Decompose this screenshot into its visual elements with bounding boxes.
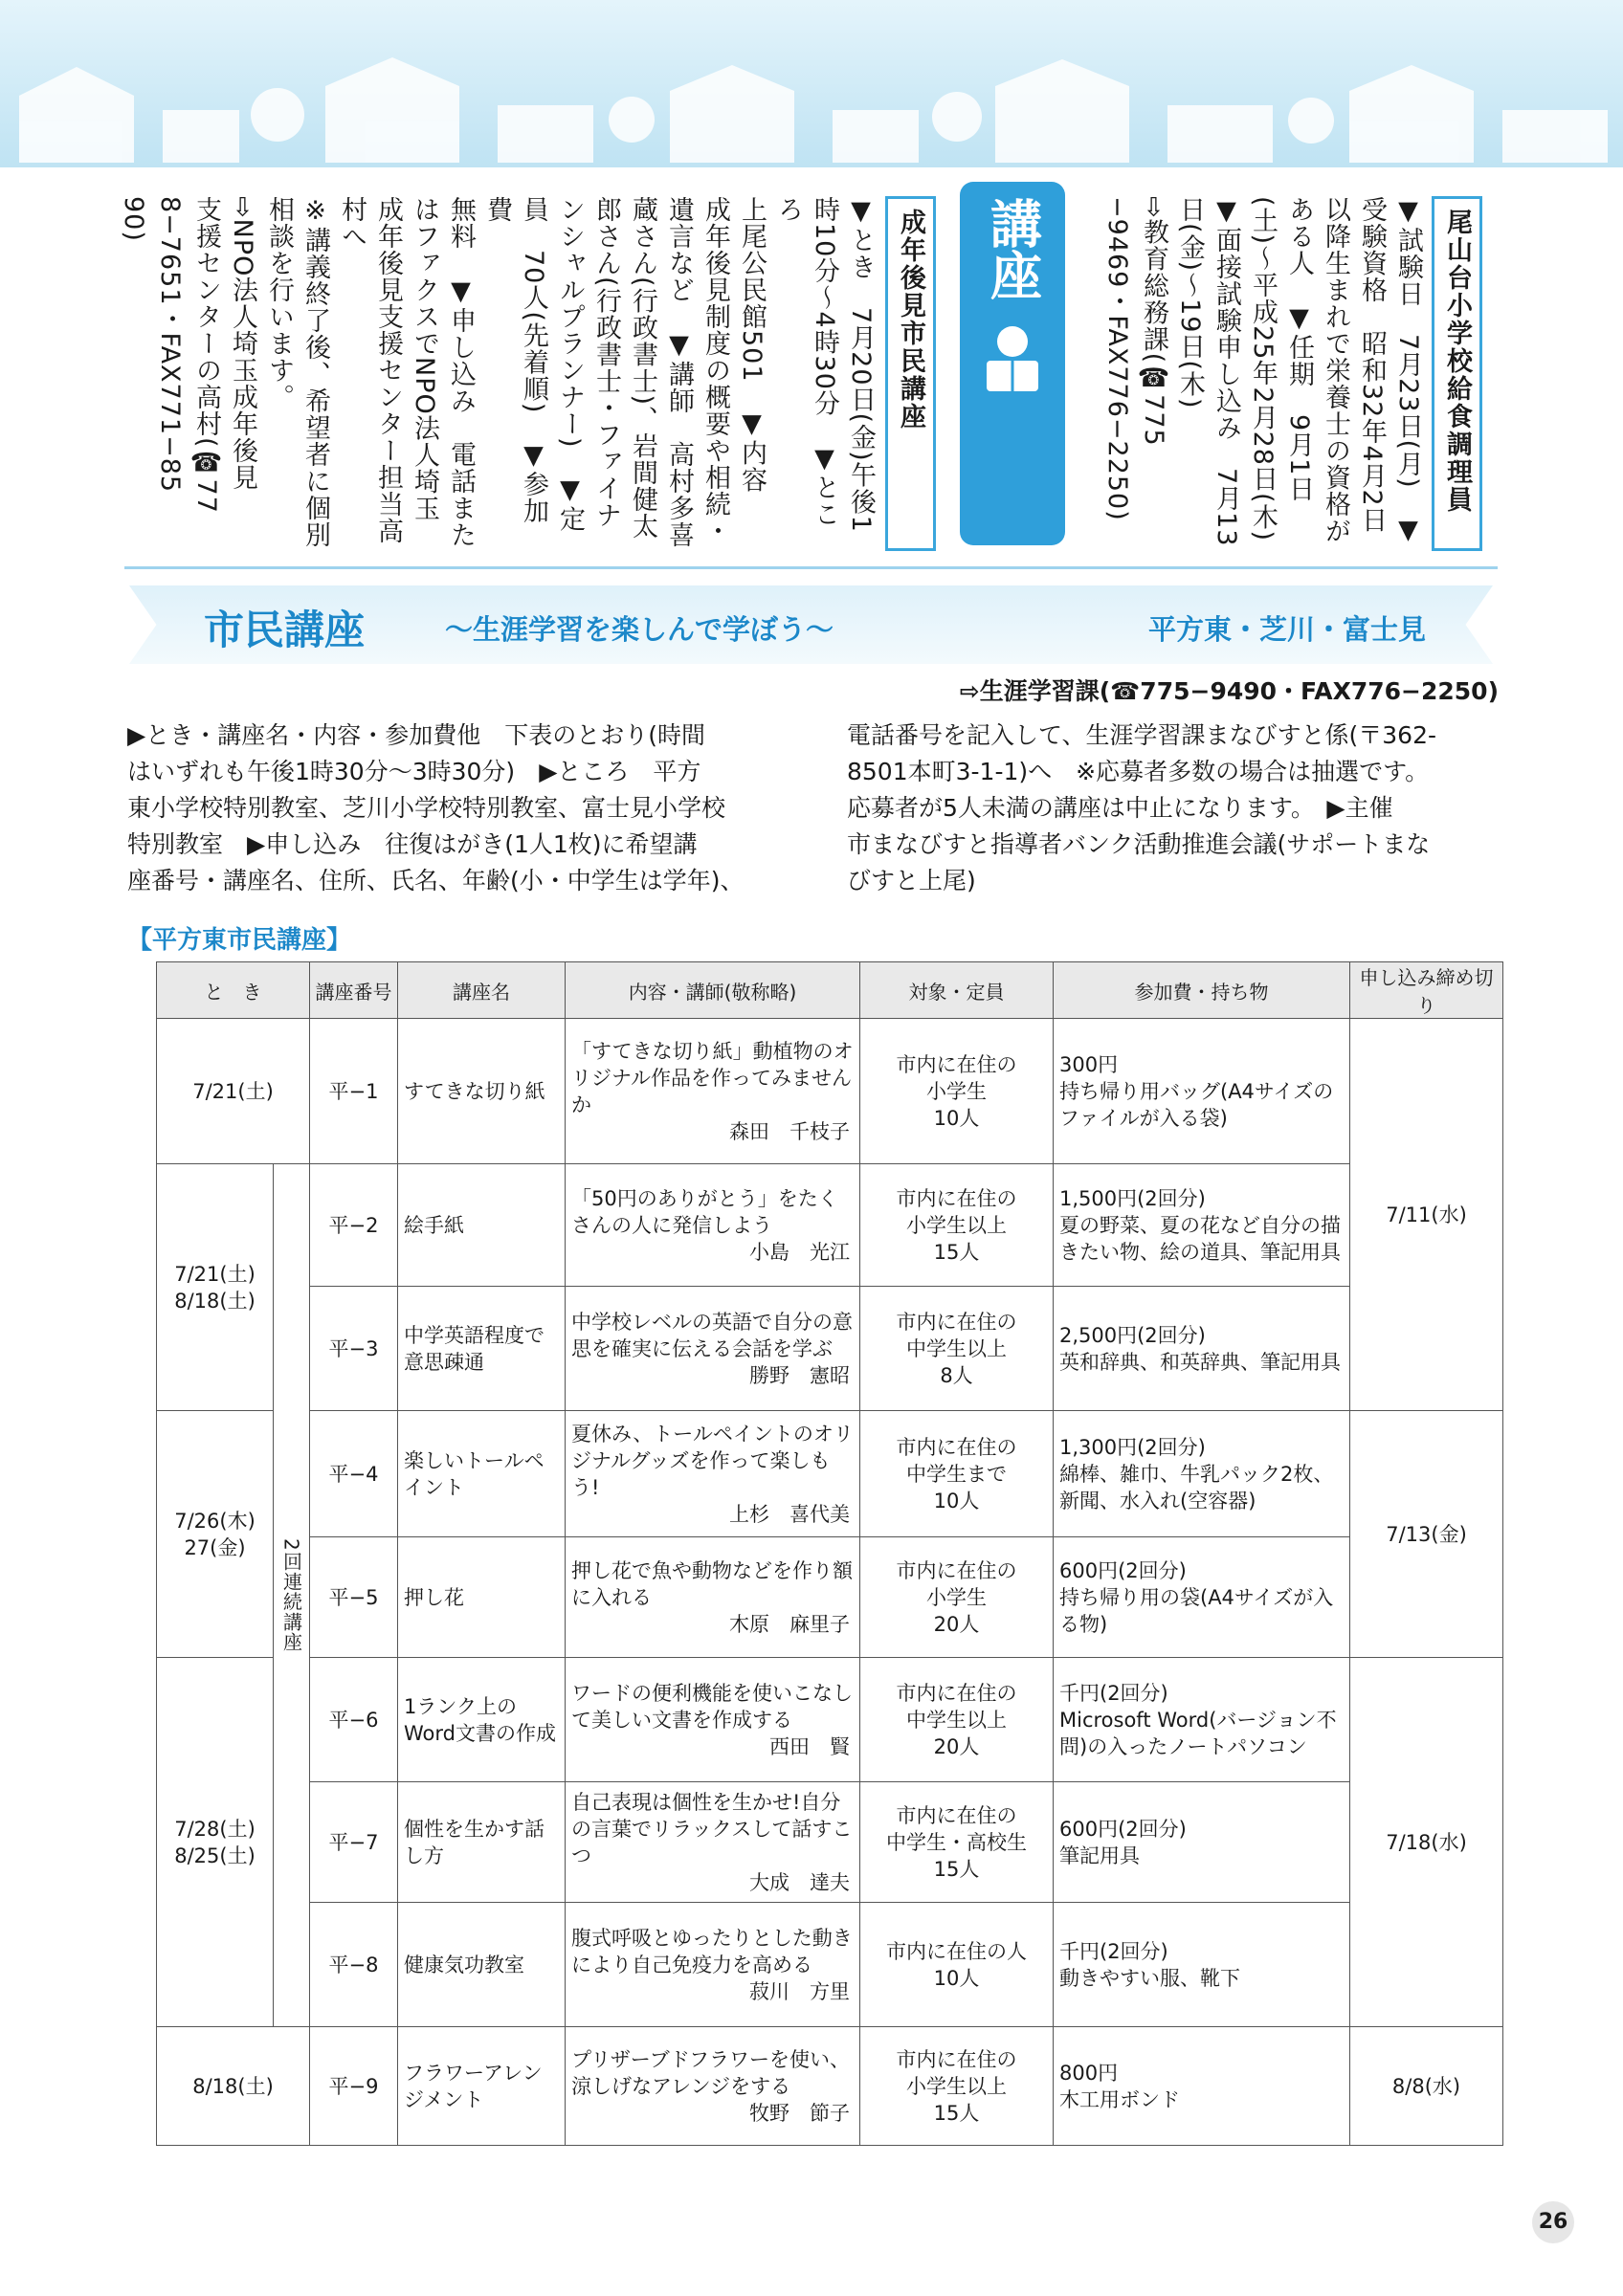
text-line: 郎さん(行政書士・ファイナ bbox=[591, 196, 621, 529]
course-number: 平−2 bbox=[310, 1164, 398, 1287]
table-row bbox=[157, 1782, 1503, 1903]
course-number: 平−5 bbox=[310, 1537, 398, 1658]
lecturer-name: 牧野 節子 bbox=[749, 2101, 850, 2125]
course-fee: 2,500円(2回分) 英和辞典、和英辞典、筆記用具 bbox=[1054, 1287, 1350, 1411]
course-content bbox=[566, 1782, 860, 1903]
date-cell: 7/28(土) 8/25(土) bbox=[157, 1658, 274, 2027]
text-line: 東小学校特別教室、芝川小学校特別教室、富士見小学校 bbox=[127, 794, 726, 822]
text-line: 無料 ▼申し込み 電話また bbox=[446, 196, 476, 548]
reading-person-icon bbox=[979, 320, 1046, 397]
banner-areas: 平方東・芝川・富士見 bbox=[1147, 613, 1426, 646]
content-text: 「50円のありがとう」をたくさんの人に発信しよう bbox=[571, 1186, 838, 1237]
text-line: ⇨NPO法人埼玉成年後見 bbox=[228, 196, 257, 492]
table-row bbox=[157, 2027, 1503, 2146]
course-number: 平−7 bbox=[310, 1782, 398, 1903]
lecturer-name: 小島 光江 bbox=[749, 1240, 850, 1264]
table-row bbox=[157, 1019, 1503, 1164]
info-paragraph-right bbox=[847, 718, 1507, 899]
text-line: 8−7651・FAX771−85 bbox=[155, 196, 185, 494]
content-text: 中学校レベルの英語で自分の意思を確実に伝える会話を学ぶ bbox=[571, 1310, 853, 1360]
course-fee: 300円 持ち帰り用バッグ(A4サイズのファイルが入る袋) bbox=[1054, 1019, 1350, 1164]
text-line: 村へ bbox=[337, 196, 367, 250]
adult-guardian-title: 成年後見市民講座 bbox=[885, 196, 936, 551]
lecturer-name: 上杉 喜代美 bbox=[729, 1502, 850, 1526]
course-name: 健康気功教室 bbox=[398, 1903, 566, 2027]
divider bbox=[124, 566, 1498, 569]
course-content bbox=[566, 1537, 860, 1658]
text-line: ンシャルプランナー) ▼定 bbox=[555, 196, 585, 533]
adult-guardian-details bbox=[119, 196, 878, 550]
course-number: 平−8 bbox=[310, 1903, 398, 2027]
date-cell: 8/18(土) bbox=[157, 2027, 310, 2146]
date-cell: 7/21(土) bbox=[157, 1019, 310, 1164]
contact-info: ⇨生涯学習課(☎775−9490・FAX776−2250) bbox=[959, 677, 1499, 705]
text-line: 時10分～4時30分 ▼ところ bbox=[773, 196, 839, 528]
header-deadline: 申し込み締め切り bbox=[1350, 962, 1503, 1019]
text-line: −9469・FAX776−2250) bbox=[1102, 196, 1132, 521]
course-number: 平−4 bbox=[310, 1411, 398, 1537]
table-row bbox=[157, 1164, 1503, 1287]
text-line: ある人 ▼任期 9月1日 bbox=[1284, 196, 1314, 503]
text-line: ▼試験日 7月23日(月) ▼ bbox=[1393, 196, 1423, 546]
text-line: ▶とき・講座名・内容・参加費他 下表のとおり(時間 bbox=[127, 721, 705, 749]
job-announcement bbox=[1081, 196, 1426, 550]
section-label: 【平方東市民講座】 bbox=[127, 926, 352, 955]
deadline-cell: 7/13(金) bbox=[1350, 1411, 1503, 1658]
table-row bbox=[157, 1287, 1503, 1411]
text-line: 成年後見制度の概要や相続・ bbox=[700, 196, 730, 544]
text-line: 成年後見支援センター担当高 bbox=[373, 196, 403, 544]
course-number: 平−3 bbox=[310, 1287, 398, 1411]
deadline-cell: 7/11(水) bbox=[1350, 1019, 1503, 1411]
course-name: 中学英語程度で意思疎通 bbox=[398, 1287, 566, 1411]
course-fee: 600円(2回分) 持ち帰り用の袋(A4サイズが入る物) bbox=[1054, 1537, 1350, 1658]
course-number: 平−6 bbox=[310, 1658, 398, 1782]
content-text: 「すてきな切り紙」動植物のオリジナル作品を作ってみませんか bbox=[571, 1039, 854, 1116]
course-target: 市内に在住の 中学生以上 20人 bbox=[860, 1658, 1054, 1782]
deadline-cell: 8/8(水) bbox=[1350, 2027, 1503, 2146]
course-content bbox=[566, 1903, 860, 2027]
houses-illustration bbox=[0, 57, 1623, 163]
content-text: 押し花で魚や動物などを作り額に入れる bbox=[571, 1558, 853, 1609]
date-cell: 7/26(木) 27(金) bbox=[157, 1411, 274, 1658]
text-line: はいずれも午後1時30分～3時30分) ▶ところ 平方 bbox=[127, 758, 701, 785]
course-name: 絵手紙 bbox=[398, 1164, 566, 1287]
text-line: 支援センターの高村(☎77 bbox=[191, 196, 221, 514]
course-target: 市内に在住の 小学生 10人 bbox=[860, 1019, 1054, 1164]
course-name: 押し花 bbox=[398, 1537, 566, 1658]
date-cell: 7/21(土) 8/18(土) bbox=[157, 1164, 274, 1411]
header-fee: 参加費・持ち物 bbox=[1054, 962, 1350, 1019]
table-row bbox=[157, 1411, 1503, 1537]
text-line: ▼面接試験申し込み 7月13 bbox=[1212, 196, 1241, 547]
text-line: ⇨教育総務課(☎775 bbox=[1139, 196, 1168, 447]
serial-course-label: 2回連続講座 bbox=[274, 1164, 310, 2027]
job-title-box: 尾山台小学校給食調理員 bbox=[1432, 196, 1482, 551]
text-line: 日(金)～19日(木) bbox=[1175, 196, 1205, 409]
lecturer-name: 西田 賢 bbox=[769, 1734, 850, 1758]
course-name: 楽しいトールペイント bbox=[398, 1411, 566, 1537]
course-table bbox=[156, 961, 1503, 2146]
text-line: 電話番号を記入して、生涯学習課まなびすと係(〒362- bbox=[847, 721, 1436, 749]
table-row bbox=[157, 1903, 1503, 2027]
table-row bbox=[157, 1658, 1503, 1782]
lecturer-name: 菽川 方里 bbox=[749, 1979, 850, 2003]
course-content bbox=[566, 1164, 860, 1287]
course-number: 平−1 bbox=[310, 1019, 398, 1164]
table-row bbox=[157, 1537, 1503, 1658]
banner-title: 市民講座 bbox=[204, 607, 366, 653]
text-line: 上尾公民館501 ▼内容 bbox=[737, 196, 767, 494]
text-line: 8501本町3-1-1)へ ※応募者多数の場合は抽選です。 bbox=[847, 758, 1430, 785]
page-number: 26 bbox=[1532, 2201, 1574, 2243]
header-content: 内容・講師(敬称略) bbox=[566, 962, 860, 1019]
course-target: 市内に在住の 中学生まで 10人 bbox=[860, 1411, 1054, 1537]
course-target: 市内に在住の 小学生 20人 bbox=[860, 1537, 1054, 1658]
course-content bbox=[566, 1287, 860, 1411]
course-target: 市内に在住の 中学生以上 8人 bbox=[860, 1287, 1054, 1411]
text-line: 蔵さん(行政書士)、岩間健太 bbox=[628, 196, 657, 541]
course-content bbox=[566, 1411, 860, 1537]
content-text: 夏休み、トールペイントのオリジナルグッズを作って楽しもう! bbox=[571, 1422, 854, 1499]
kouza-badge: 講座 bbox=[960, 182, 1065, 545]
header-band bbox=[0, 0, 1623, 167]
content-text: 腹式呼吸とゆったりとした動きにより自己免疫力を高める bbox=[571, 1926, 853, 1976]
course-target: 市内に在住の 小学生以上 15人 bbox=[860, 1164, 1054, 1287]
course-content bbox=[566, 2027, 860, 2146]
course-number: 平−9 bbox=[310, 2027, 398, 2146]
text-line: 市まなびすと指導者バンク活動推進会議(サポートまな bbox=[847, 830, 1431, 858]
course-name: フラワーアレンジメント bbox=[398, 2027, 566, 2146]
text-line: 遺言など ▼講師 高村多喜 bbox=[664, 196, 694, 548]
text-line: ※講義終了後、希望者に個別 bbox=[300, 196, 330, 548]
course-target: 市内に在住の 中学生・高校生 15人 bbox=[860, 1782, 1054, 1903]
lecturer-name: 森田 千枝子 bbox=[729, 1119, 850, 1143]
info-paragraph-left bbox=[127, 718, 788, 899]
text-line: ▼とき 7月20日(金)午後1 bbox=[846, 196, 876, 533]
text-line: 受験資格 昭和32年4月2日 bbox=[1357, 196, 1387, 534]
banner-subtitle: ～生涯学習を楽しんで学ぼう～ bbox=[445, 613, 834, 646]
lecturer-name: 勝野 憲昭 bbox=[749, 1363, 850, 1387]
text-line: びすと上尾) bbox=[847, 867, 976, 894]
course-content bbox=[566, 1658, 860, 1782]
course-target: 市内に在住の人 10人 bbox=[860, 1903, 1054, 2027]
course-fee: 1,300円(2回分) 綿棒、雑巾、牛乳パック2枚、新聞、水入れ(空容器) bbox=[1054, 1411, 1350, 1537]
course-fee: 800円 木工用ボンド bbox=[1054, 2027, 1350, 2146]
text-line: 員 70人(先着順) ▼参加費 bbox=[482, 196, 548, 525]
course-name: すてきな切り紙 bbox=[398, 1019, 566, 1164]
course-target: 市内に在住の 小学生以上 15人 bbox=[860, 2027, 1054, 2146]
lecturer-name: 木原 麻里子 bbox=[729, 1612, 850, 1636]
course-name: 個性を生かす話し方 bbox=[398, 1782, 566, 1903]
text-line: (土)～平成25年2月28日(木) bbox=[1248, 196, 1278, 542]
content-text: プリザーブドフラワーを使い、涼しげなアレンジをする bbox=[571, 2047, 851, 2098]
course-content bbox=[566, 1019, 860, 1164]
text-line: 応募者が5人未満の講座は中止になります。 ▶主催 bbox=[847, 794, 1393, 822]
header-target: 対象・定員 bbox=[860, 962, 1054, 1019]
text-line: 座番号・講座名、住所、氏名、年齢(小・中学生は学年)、 bbox=[127, 867, 745, 894]
header-name: 講座名 bbox=[398, 962, 566, 1019]
lecturer-name: 大成 達夫 bbox=[749, 1870, 850, 1894]
header-number: 講座番号 bbox=[310, 962, 398, 1019]
section-banner bbox=[129, 585, 1493, 664]
course-fee: 千円(2回分) Microsoft Word(バージョン不問)の入ったノートパソコン bbox=[1054, 1658, 1350, 1782]
text-line: 90) bbox=[119, 196, 148, 242]
table-header-row bbox=[157, 962, 1503, 1019]
deadline-cell: 7/18(水) bbox=[1350, 1658, 1503, 2027]
course-name: 1ランク上のWord文書の作成 bbox=[398, 1658, 566, 1782]
course-fee: 千円(2回分) 動きやすい服、靴下 bbox=[1054, 1903, 1350, 2027]
content-text: 自己表現は個性を生かせ!自分の言葉でリラックスして話すこつ bbox=[571, 1790, 853, 1867]
text-line: 特別教室 ▶申し込み 往復はがき(1人1枚)に希望講 bbox=[127, 830, 698, 858]
text-line: はファクスでNPO法人埼玉 bbox=[410, 196, 439, 522]
text-line: 以降生まれで栄養士の資格が bbox=[1321, 196, 1350, 544]
course-fee: 1,500円(2回分) 夏の野菜、夏の花など自分の描きたい物、絵の道具、筆記用具 bbox=[1054, 1164, 1350, 1287]
content-text: ワードの便利機能を使いこなして美しい文書を作成する bbox=[571, 1681, 853, 1732]
text-line: 相談を行います。 bbox=[264, 196, 294, 410]
course-fee: 600円(2回分) 筆記用具 bbox=[1054, 1782, 1350, 1903]
header-date: と き bbox=[157, 962, 310, 1019]
